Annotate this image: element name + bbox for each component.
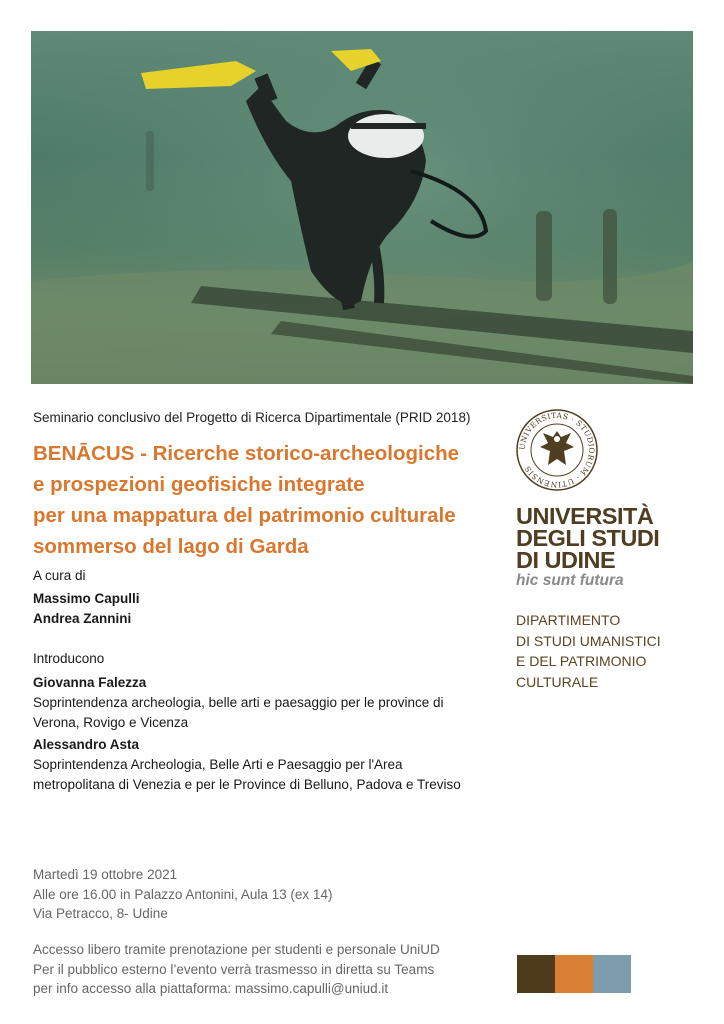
curator-name: Andrea Zannini	[33, 611, 132, 626]
department-line: CULTURALE	[516, 673, 599, 690]
university-motto: hic sunt futura	[516, 572, 624, 589]
curated-label: A cura di	[33, 568, 86, 583]
speaker-affiliation: Soprintendenza Archeologia, Belle Arti e Paesaggio per l'Area	[33, 757, 403, 772]
swatch-brown	[517, 955, 555, 993]
curator-name: Massimo Capulli	[33, 591, 140, 606]
department-line: E DEL PATRIMONIO	[516, 653, 647, 669]
speaker-affiliation: metropolitana di Venezia e per le Province di Belluno, Padova e Treviso	[33, 777, 461, 792]
speaker-name: Giovanna Falezza	[33, 675, 147, 690]
swatch-orange	[555, 955, 593, 993]
title-line: per una mappatura del patrimonio culturale	[33, 504, 456, 527]
intro-label: Introducono	[33, 651, 105, 666]
color-swatches	[517, 955, 631, 993]
university-seal-icon	[516, 409, 598, 491]
underwater-scene-icon	[31, 31, 693, 384]
university-name-line: DI UDINE	[516, 547, 616, 573]
seal-text: UNIVERSITAS · STUDIORUM · UTINENSIS	[517, 410, 597, 490]
speaker-name: Alessandro Asta	[33, 737, 140, 752]
event-details	[33, 865, 503, 924]
title-line: sommerso del lago di Garda	[33, 535, 309, 558]
event-date: Martedì 19 ottobre 2021	[33, 867, 178, 882]
university-name-line: DEGLI STUDI	[516, 525, 660, 551]
access-info	[33, 940, 503, 999]
department-line: DI STUDI UMANISTICI	[516, 632, 661, 649]
access-line: Per il pubblico esterno l’evento verrà trasmesso in diretta su Teams	[33, 961, 435, 977]
speaker-affiliation: Soprintendenza archeologia, belle arti e paesaggio per le province di	[33, 695, 444, 710]
swatch-blue	[593, 955, 631, 993]
access-line: Accesso libero tramite prenotazione per studenti e personale UniUD	[33, 942, 440, 957]
title-line: BENĀCUS - Ricerche storico-archeologiche	[33, 442, 460, 465]
event-address: Via Petracco, 8- Udine	[33, 906, 168, 921]
title-line: e prospezioni geofisiche integrate	[33, 473, 365, 496]
university-name	[516, 505, 706, 571]
subtitle: Seminario conclusivo del Progetto di Ricerca Dipartimentale (PRID 2018)	[33, 410, 471, 425]
speaker-block	[33, 673, 503, 733]
speaker-affiliation: Verona, Rovigo e Vicenza	[33, 715, 189, 730]
event-time-place: Alle ore 16.00 in Palazzo Antonini, Aula 13 (ex 14)	[33, 886, 333, 902]
university-name-line: UNIVERSITÀ	[516, 503, 654, 529]
department-line: DIPARTIMENTO	[516, 612, 621, 628]
curators	[33, 589, 503, 629]
access-line: per info accesso alla piattaforma: massimo.capulli@uniud.it	[33, 981, 389, 996]
speaker-block	[33, 735, 503, 795]
seminar-title	[33, 438, 503, 562]
department-name	[516, 610, 706, 692]
diver-photo	[31, 31, 693, 384]
